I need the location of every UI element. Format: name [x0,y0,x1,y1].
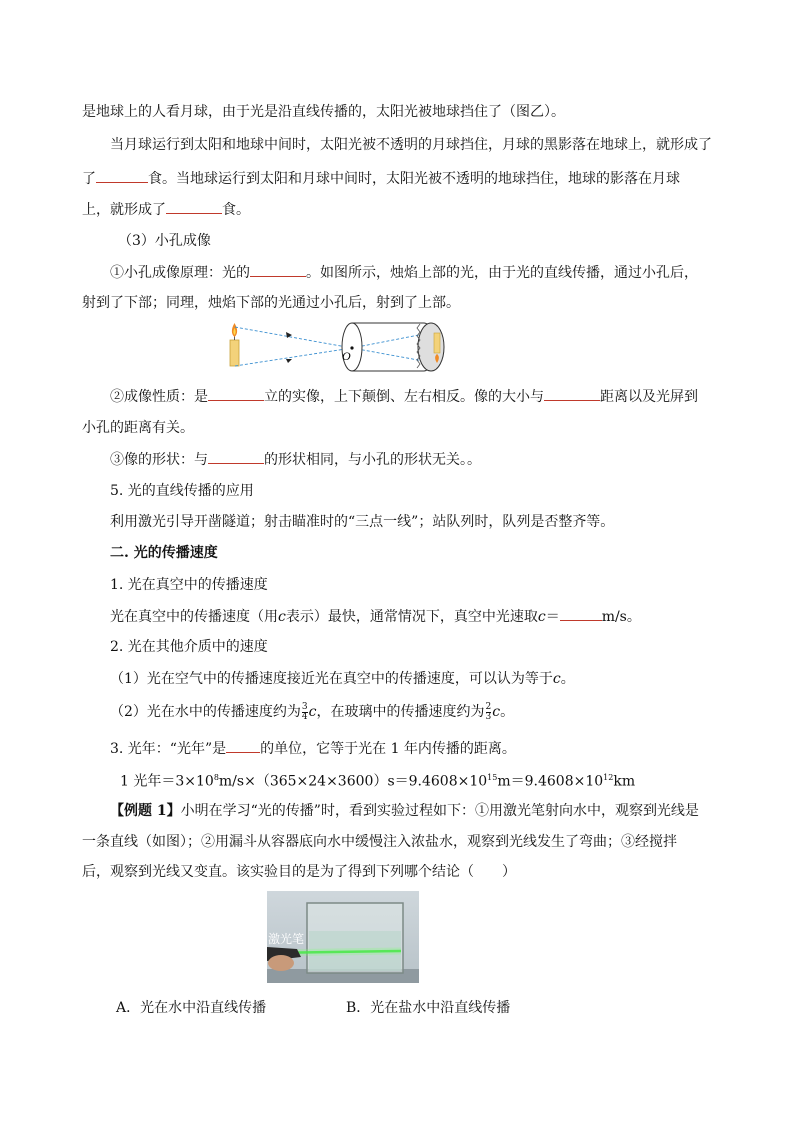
text-line: （2）光在水中的传播速度约为 $\frac{3}{4}$ c，在玻璃中的传播速度约为 $\frac{2}{3}$ c。 [110,701,515,722]
section-heading: 5. 光的直线传播的应用 [110,483,254,499]
fraction: $\frac{2}{3}$ [485,701,492,722]
section-heading: 二. 光的传播速度 [110,545,218,561]
formula-line: 1 光年$=3\times 10^8m/s\times(365\times 24\times 3600)s=9.4608\times 10^{15}m=9.4608\times 10^{12}km$ [120,773,636,790]
answer-blank[interactable] [208,449,264,464]
text-line: 光在真空中的传播速度（用c表示）最快，通常情况下，真空中光速取c＝ m/s。 [110,606,641,627]
fraction: $\frac{3}{4}$ [301,701,308,722]
answer-blank[interactable] [560,606,602,621]
answer-blank[interactable] [544,386,600,401]
light-rays [235,327,429,366]
text-line: （1）光在空气中的传播速度接近光在真空中的传播速度，可以认为等于c。 [110,671,575,687]
pinhole-label: O [342,349,351,363]
candle-icon [230,323,239,366]
text-line: 当月球运行到太阳和地球中间时，太阳光被不透明的月球挡住，月球的黑影落在地球上，就形成了 [110,137,712,153]
laser-experiment-photo [267,891,419,983]
text-line: ②成像性质：是 立的实像，上下颠倒、左右相反。像的大小与 距离以及光屏到 [110,386,698,407]
answer-blank[interactable] [166,199,222,214]
text-line: 【例题 1】小明在学习“光的传播”时，看到实验过程如下：①用激光笔射向水中，观察到光线是 [110,803,699,819]
ray-arrow [286,359,292,363]
pinhole-point [350,346,353,349]
text-line: 了 食。当地球运行到太阳和月球中间时，太阳光被不透明的地球挡住，地球的影落在月球 [82,168,680,189]
text-line: 是地球上的人看月球，由于光是沿直线传播的，太阳光被地球挡住了（图乙）。 [82,104,565,120]
answer-blank[interactable] [96,168,148,183]
section-heading: 1. 光在真空中的传播速度 [110,577,268,593]
text-line: 上，就形成了 食。 [82,199,250,220]
text-line: 一条直线（如图）；②用漏斗从容器底向水中缓慢注入浓盐水，观察到光线发生了弯曲；③经搅拌 [82,834,677,850]
option-a[interactable]: A．光在水中沿直线传播 [116,1000,267,1016]
section-heading: （3）小孔成像 [118,233,211,249]
answer-blank[interactable] [208,386,264,401]
option-b[interactable]: B．光在盐水中沿直线传播 [346,1000,511,1016]
text-line: 3. 光年：“光年”是 的单位，它等于光在 1 年内传播的距离。 [110,738,516,759]
text-line: ③像的形状：与 的形状相同，与小孔的形状无关。。 [110,449,481,470]
text-line: 后，观察到光线又变直。该实验目的是为了得到下列哪个结论（ ） [82,864,516,880]
section-heading: 2. 光在其他介质中的速度 [110,639,268,655]
answer-blank[interactable] [250,262,306,277]
answer-blank[interactable] [226,738,260,753]
pinhole-camera-diagram [224,318,464,374]
photo-label: 激光笔 [268,932,305,946]
text-line: ①小孔成像原理：光的 。如图所示，烛焰上部的光，由于光的直线传播，通过小孔后， [110,262,698,283]
text-line: 小孔的距离有关。 [82,420,194,436]
text-line: 射到了下部；同理，烛焰下部的光通过小孔后，射到了上部。 [82,295,460,311]
text-line: 利用激光引导开凿隧道；射击瞄准时的“三点一线”；站队列时，队列是否整齐等。 [110,514,615,530]
